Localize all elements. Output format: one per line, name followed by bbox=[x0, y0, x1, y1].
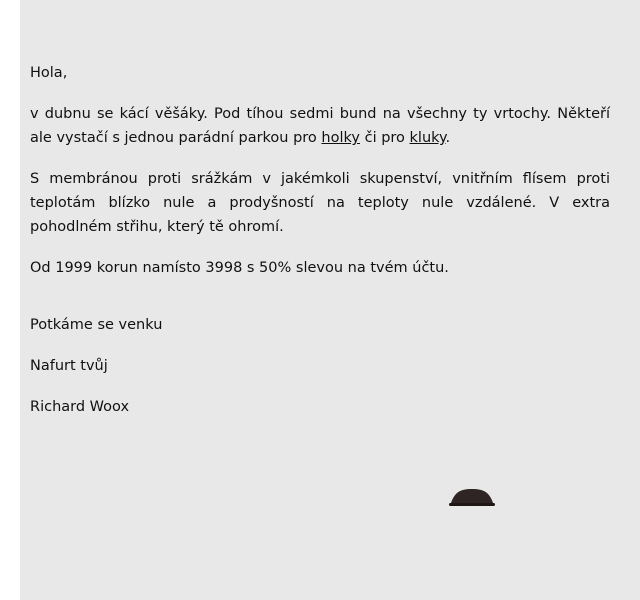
signature: Richard Woox bbox=[30, 399, 130, 415]
hat-icon bbox=[448, 486, 496, 508]
paragraph-intro-text-3: . bbox=[445, 130, 451, 146]
paragraph-intro-text-1: v dubnu se kácí věšáky. Pod tíhou sedmi bund na všechny ty vrtochy. Někteří ale vystačí s jednou parádní parkou pro bbox=[30, 106, 610, 146]
paragraph-intro bbox=[30, 102, 610, 150]
email-body bbox=[20, 0, 640, 600]
paragraph-intro-text-2: či pro bbox=[359, 130, 410, 146]
hat-icon-graphic bbox=[448, 486, 496, 508]
greeting: Hola, bbox=[30, 65, 68, 81]
letter-content bbox=[30, 61, 610, 419]
signoff: Potkáme se venku bbox=[30, 317, 163, 333]
paragraph-features: S membránou proti srážkám v jakémkoli skupenství, vnitřním flísem proti teplotám blízko nule a prodyšností na teploty nule vzdálené. V extra pohodlném střihu, který tě ohromí. bbox=[30, 171, 610, 235]
paragraph-price: Od 1999 korun namísto 3998 s 50% slevou na tvém účtu. bbox=[30, 260, 449, 276]
closing: Nafurt tvůj bbox=[30, 358, 108, 374]
link-boys[interactable]: kluky bbox=[409, 130, 446, 146]
link-girls[interactable]: holky bbox=[321, 130, 360, 146]
